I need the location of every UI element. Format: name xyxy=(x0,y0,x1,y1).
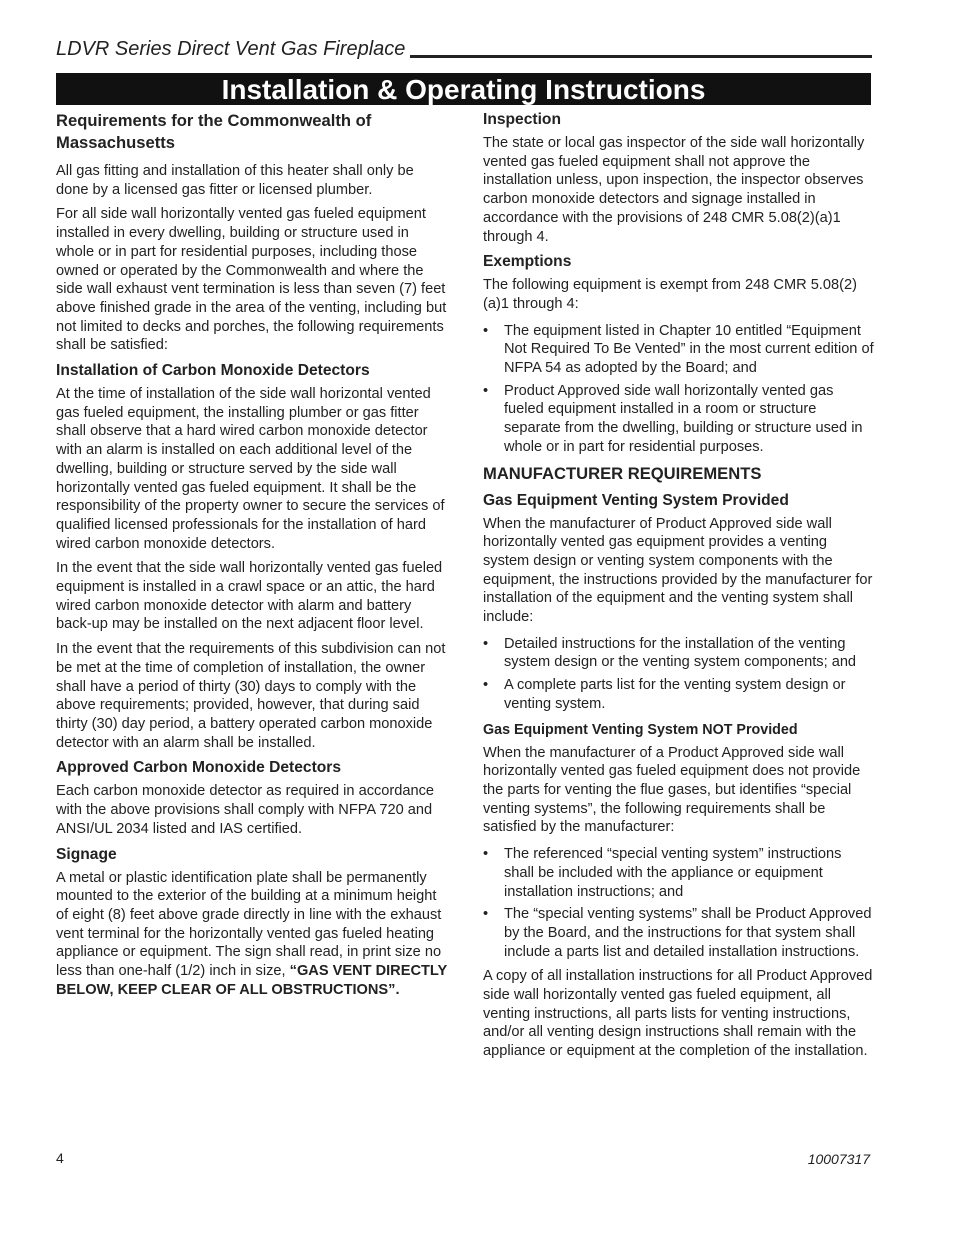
not-provided-list xyxy=(483,845,875,961)
signage-warning-text: “GAS VENT DIRECTLY BELOW, KEEP CLEAR OF ALL OBSTRUCTIONS”. xyxy=(56,963,447,998)
right-column xyxy=(483,110,875,1067)
list-item: • The equipment listed in Chapter 10 entitled “Equipment Not Required To Be Vented” in the most current edition of NFPA 54 as adopted by the Board; and xyxy=(483,322,875,378)
page-header xyxy=(56,38,872,62)
paragraph: The following equipment is exempt from 248 CMR 5.08(2)(a)1 through 4: xyxy=(483,277,857,312)
paragraph-signage xyxy=(56,869,448,1000)
heading-co-approved: Approved Carbon Monoxide Detectors xyxy=(56,759,342,777)
paragraph: The state or local gas inspector of the side wall horizontally vented gas fueled equipment shall not approve the installation unless, upon inspection, the inspector observes carbon monoxide detectors and signage installed in accordance with the provisions of 248 CMR 5.08(2)(a)1 through 4. xyxy=(483,135,865,245)
paragraph: For all side wall horizontally vented gas fueled equipment installed in every dwelling, building or structure used in whole or in part for residential purposes, including those owned or operated by the Commonwealth and where the side wall exhaust vent termination is less than seven (7) feet above finished grade in the area of the venting, including but not limited to decks and porches, the following requirements shall be satisfied: xyxy=(56,206,447,354)
list-item: • The referenced “special venting system” instructions shall be included with the appliance or equipment installation instructions; and xyxy=(483,845,875,901)
banner-title: Installation & Operating Instructions xyxy=(56,73,871,105)
list-item: • Detailed instructions for the installation of the venting system design or the venting system components; and xyxy=(483,635,875,672)
list-item: • A complete parts list for the venting system design or venting system. xyxy=(483,676,875,713)
document-number: 10007317 xyxy=(807,1151,870,1167)
paragraph: At the time of installation of the side wall horizontal vented gas fueled equipment, the installing plumber or gas fitter shall observe that a hard wired carbon monoxide detector with an alarm is installed on each additional level of the dwelling, building or structure served by the side wall horizontally vented gas fueled equipment. It shall be the responsibility of the property owner to secure the services of qualified licensed professionals for the installation of hard wired carbon monoxide detectors. xyxy=(56,386,445,552)
heading-co-installation: Installation of Carbon Monoxide Detectors xyxy=(56,362,370,380)
signage-text: A metal or plastic identification plate shall be permanently mounted to the exterior of the building at a minimum height of eight (8) feet above grade directly in line with the exhaust vent terminal for the horizontally vented gas fueled heating appliance or equipment. The sign shall read, in print size no less than one-half (1/2) inch in size, xyxy=(56,869,442,980)
page-number: 4 xyxy=(56,1150,64,1166)
paragraph: A copy of all installation instructions for all Product Approved side wall horizontally vented gas fueled equipment, all venting instructions, all parts lists for venting instructions, and/or all venting design instructions shall remain with the appliance or equipment at the completion of the installation. xyxy=(483,968,873,1060)
heading-manufacturer-requirements: MANUFACTURER REQUIREMENTS xyxy=(483,463,762,483)
exemptions-list xyxy=(483,322,875,457)
paragraph: When the manufacturer of Product Approved side wall horizontally vented gas equipment provides a venting system design or venting system components with the equipment, the instructions provided by the manufacturer for installation of the equipment and the venting system shall include: xyxy=(483,515,873,626)
heading-inspection: Inspection xyxy=(483,111,561,128)
paragraph: Each carbon monoxide detector as required in accordance with the above provisions shall comply with NFPA 720 and ANSI/UL 2034 listed and IAS certified. xyxy=(56,783,435,837)
heading-signage: Signage xyxy=(56,845,117,863)
section-title-massachusetts: Requirements for the Commonwealth of Massachusetts xyxy=(56,111,372,152)
paragraph: When the manufacturer of a Product Approved side wall horizontally vented gas fueled equipment does not provide the parts for venting the flue gases, but identifies “special venting systems”, the following requirements shall be satisfied by the manufacturer: xyxy=(483,744,861,836)
heading-exemptions: Exemptions xyxy=(483,253,572,271)
heading-venting-provided: Gas Equipment Venting System Provided xyxy=(483,491,789,509)
provided-list xyxy=(483,635,875,714)
left-column xyxy=(56,110,448,1005)
paragraph: In the event that the requirements of this subdivision can not be met at the time of completion of installation, the owner shall have a period of thirty (30) days to comply with the above requirements; provided, however, that during said thirty (30) day period, a battery operated carbon monoxide detector with an alarm shall be installed. xyxy=(56,641,446,751)
paragraph: In the event that the side wall horizontally vented gas fueled equipment is installed in a crawl space or an attic, the hard wired carbon monoxide detector with alarm and battery back-up may be installed on the next adjacent floor level. xyxy=(56,560,443,633)
list-item: • The “special venting systems” shall be Product Approved by the Board, and the instructions for that system shall include a parts list and detailed installation instructions. xyxy=(483,905,875,961)
series-title: LDVR Series Direct Vent Gas Fireplace xyxy=(56,38,406,60)
list-item: • Product Approved side wall horizontally vented gas fueled equipment installed in a room or structure separate from the dwelling, building or structure used in whole or in part for residential purposes. xyxy=(483,382,875,457)
header-rule xyxy=(410,55,872,58)
paragraph: All gas fitting and installation of this heater shall only be done by a licensed gas fitter or licensed plumber. xyxy=(56,163,414,198)
heading-venting-not-provided: Gas Equipment Venting System NOT Provided xyxy=(483,721,798,738)
